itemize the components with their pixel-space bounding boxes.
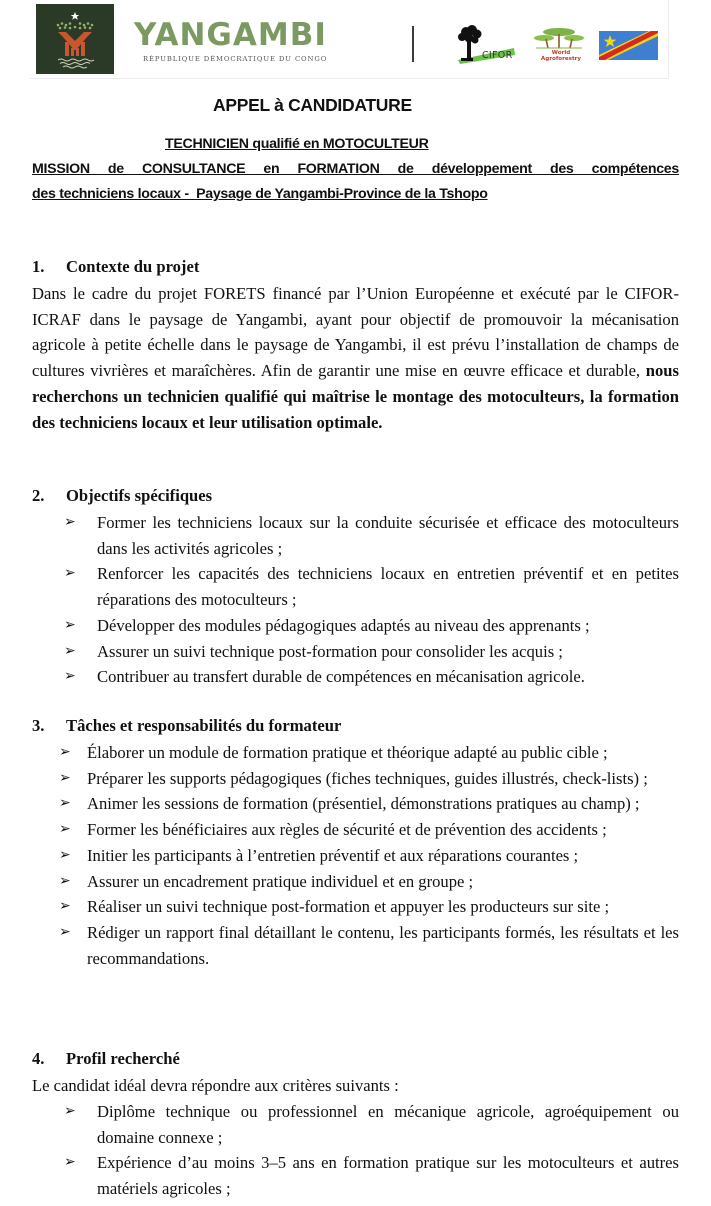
header-banner (30, 0, 669, 79)
drc-flag-icon (599, 31, 658, 60)
arrow-bullet-icon: ➢ (64, 1155, 76, 1171)
position-subtitle: TECHNICIEN qualifié en MOTOCULTEUR (165, 136, 429, 152)
arrow-bullet-icon: ➢ (64, 1104, 76, 1119)
brand-subtitle: RÉPUBLIQUE DÉMOCRATIQUE DU CONGO (143, 55, 328, 63)
arrow-bullet-icon: ➢ (59, 899, 71, 915)
list-item: ➢ Préparer les supports pédagogiques (fiches techniques, guides illustrés, check-lists) ; (87, 766, 679, 792)
arrow-bullet-icon: ➢ (59, 796, 71, 812)
arrow-bullet-icon: ➢ (64, 515, 76, 530)
mission-title-line-1: MISSION de CONSULTANCE en FORMATION de développement des compétences (32, 161, 679, 177)
cifor-label: CIFOR (482, 50, 513, 61)
arrow-bullet-icon: ➢ (59, 822, 71, 838)
section-heading-contexte: 1. Contexte du projet (32, 257, 200, 276)
arrow-bullet-icon: ➢ (59, 847, 71, 863)
context-paragraph: Dans le cadre du projet FORETS financé par l’Union Européenne et exécuté par le CIFOR-ICRAF dans le paysage de Yangambi, ayant pour objectif de promouvoir la mécanisation agricole à petite échelle dans le paysage de Yangambi, il est prévu l’installation de champs de cultures vivrières et maraîchères. Afin de garantir une mise en œuvre efficace et durable, nous recherchons un technicien qualifié qui maîtrise le montage des motoculteurs, la formation des techniciens locaux et leur utilisation optimale. (32, 284, 679, 432)
list-item: ➢ Expérience d’au moins 3–5 ans en formation pratique sur les motoculteurs et autres matériels agricoles ; (97, 1150, 679, 1201)
list-item: ➢ Diplôme technique ou professionnel en mécanique agricole, agroéquipement ou domaine connexe ; (97, 1099, 679, 1150)
arrow-bullet-icon: ➢ (59, 745, 71, 760)
arrow-bullet-icon: ➢ (64, 617, 76, 633)
list-item: ➢ Contribuer au transfert durable de compétences en mécanisation agricole. (97, 664, 679, 690)
arrow-bullet-icon: ➢ (59, 873, 71, 889)
list-item: ➢ Assurer un suivi technique post-formation pour consolider les acquis ; (97, 639, 679, 665)
list-item: ➢ Renforcer les capacités des techniciens locaux en entretien préventif et en petites réparations des motoculteurs ; (97, 561, 679, 612)
list-item: ➢ Assurer un encadrement pratique individuel et en groupe ; (87, 869, 679, 895)
arrow-bullet-icon: ➢ (64, 669, 76, 685)
yangambi-emblem-icon (36, 4, 114, 74)
arrow-bullet-icon: ➢ (64, 643, 76, 659)
arrow-bullet-icon: ➢ (64, 566, 76, 582)
list-item: ➢ Rédiger un rapport final détaillant le contenu, les participants formés, les résultats et les recommandations. (87, 920, 679, 971)
list-item: ➢ Réaliser un suivi technique post-formation et appuyer les producteurs sur site ; (87, 894, 679, 920)
yangambi-wordmark: YANGAMBI (134, 17, 327, 53)
list-item: ➢ Animer les sessions de formation (présentiel, démonstrations pratiques au champ) ; (87, 791, 679, 817)
list-item: ➢ Développer des modules pédagogiques adaptés au niveau des apprenants ; (97, 613, 679, 639)
list-item: ➢ Former les techniciens locaux sur la conduite sécurisée et efficace des motoculteurs dans les activités agricoles ; (97, 510, 679, 561)
page-title: APPEL à CANDIDATURE (213, 95, 412, 115)
profile-intro: Le candidat idéal devra répondre aux critères suivants : (32, 1076, 399, 1095)
header-divider (412, 26, 414, 62)
world-agroforestry-label: World Agroforestry (540, 50, 582, 62)
mission-title-line-2: des techniciens locaux - Paysage de Yangambi-Province de la Tshopo (32, 186, 488, 202)
section-heading-taches: 3. Tâches et responsabilités du formateur (32, 716, 342, 735)
arrow-bullet-icon: ➢ (59, 770, 71, 786)
objectives-list (64, 510, 679, 690)
section-heading-profil: 4. Profil recherché (32, 1049, 180, 1068)
section-heading-objectifs: 2. Objectifs spécifiques (32, 486, 213, 505)
list-item: ➢ Initier les participants à l’entretien préventif et aux réparations courantes ; (87, 843, 679, 869)
arrow-bullet-icon: ➢ (59, 924, 71, 940)
profile-list (64, 1099, 679, 1202)
tasks-list (59, 740, 679, 971)
list-item: ➢ Élaborer un module de formation pratique et théorique adapté au public cible ; (87, 740, 679, 766)
list-item: ➢ Former les bénéficiaires aux règles de sécurité et de prévention des accidents ; (87, 817, 679, 843)
